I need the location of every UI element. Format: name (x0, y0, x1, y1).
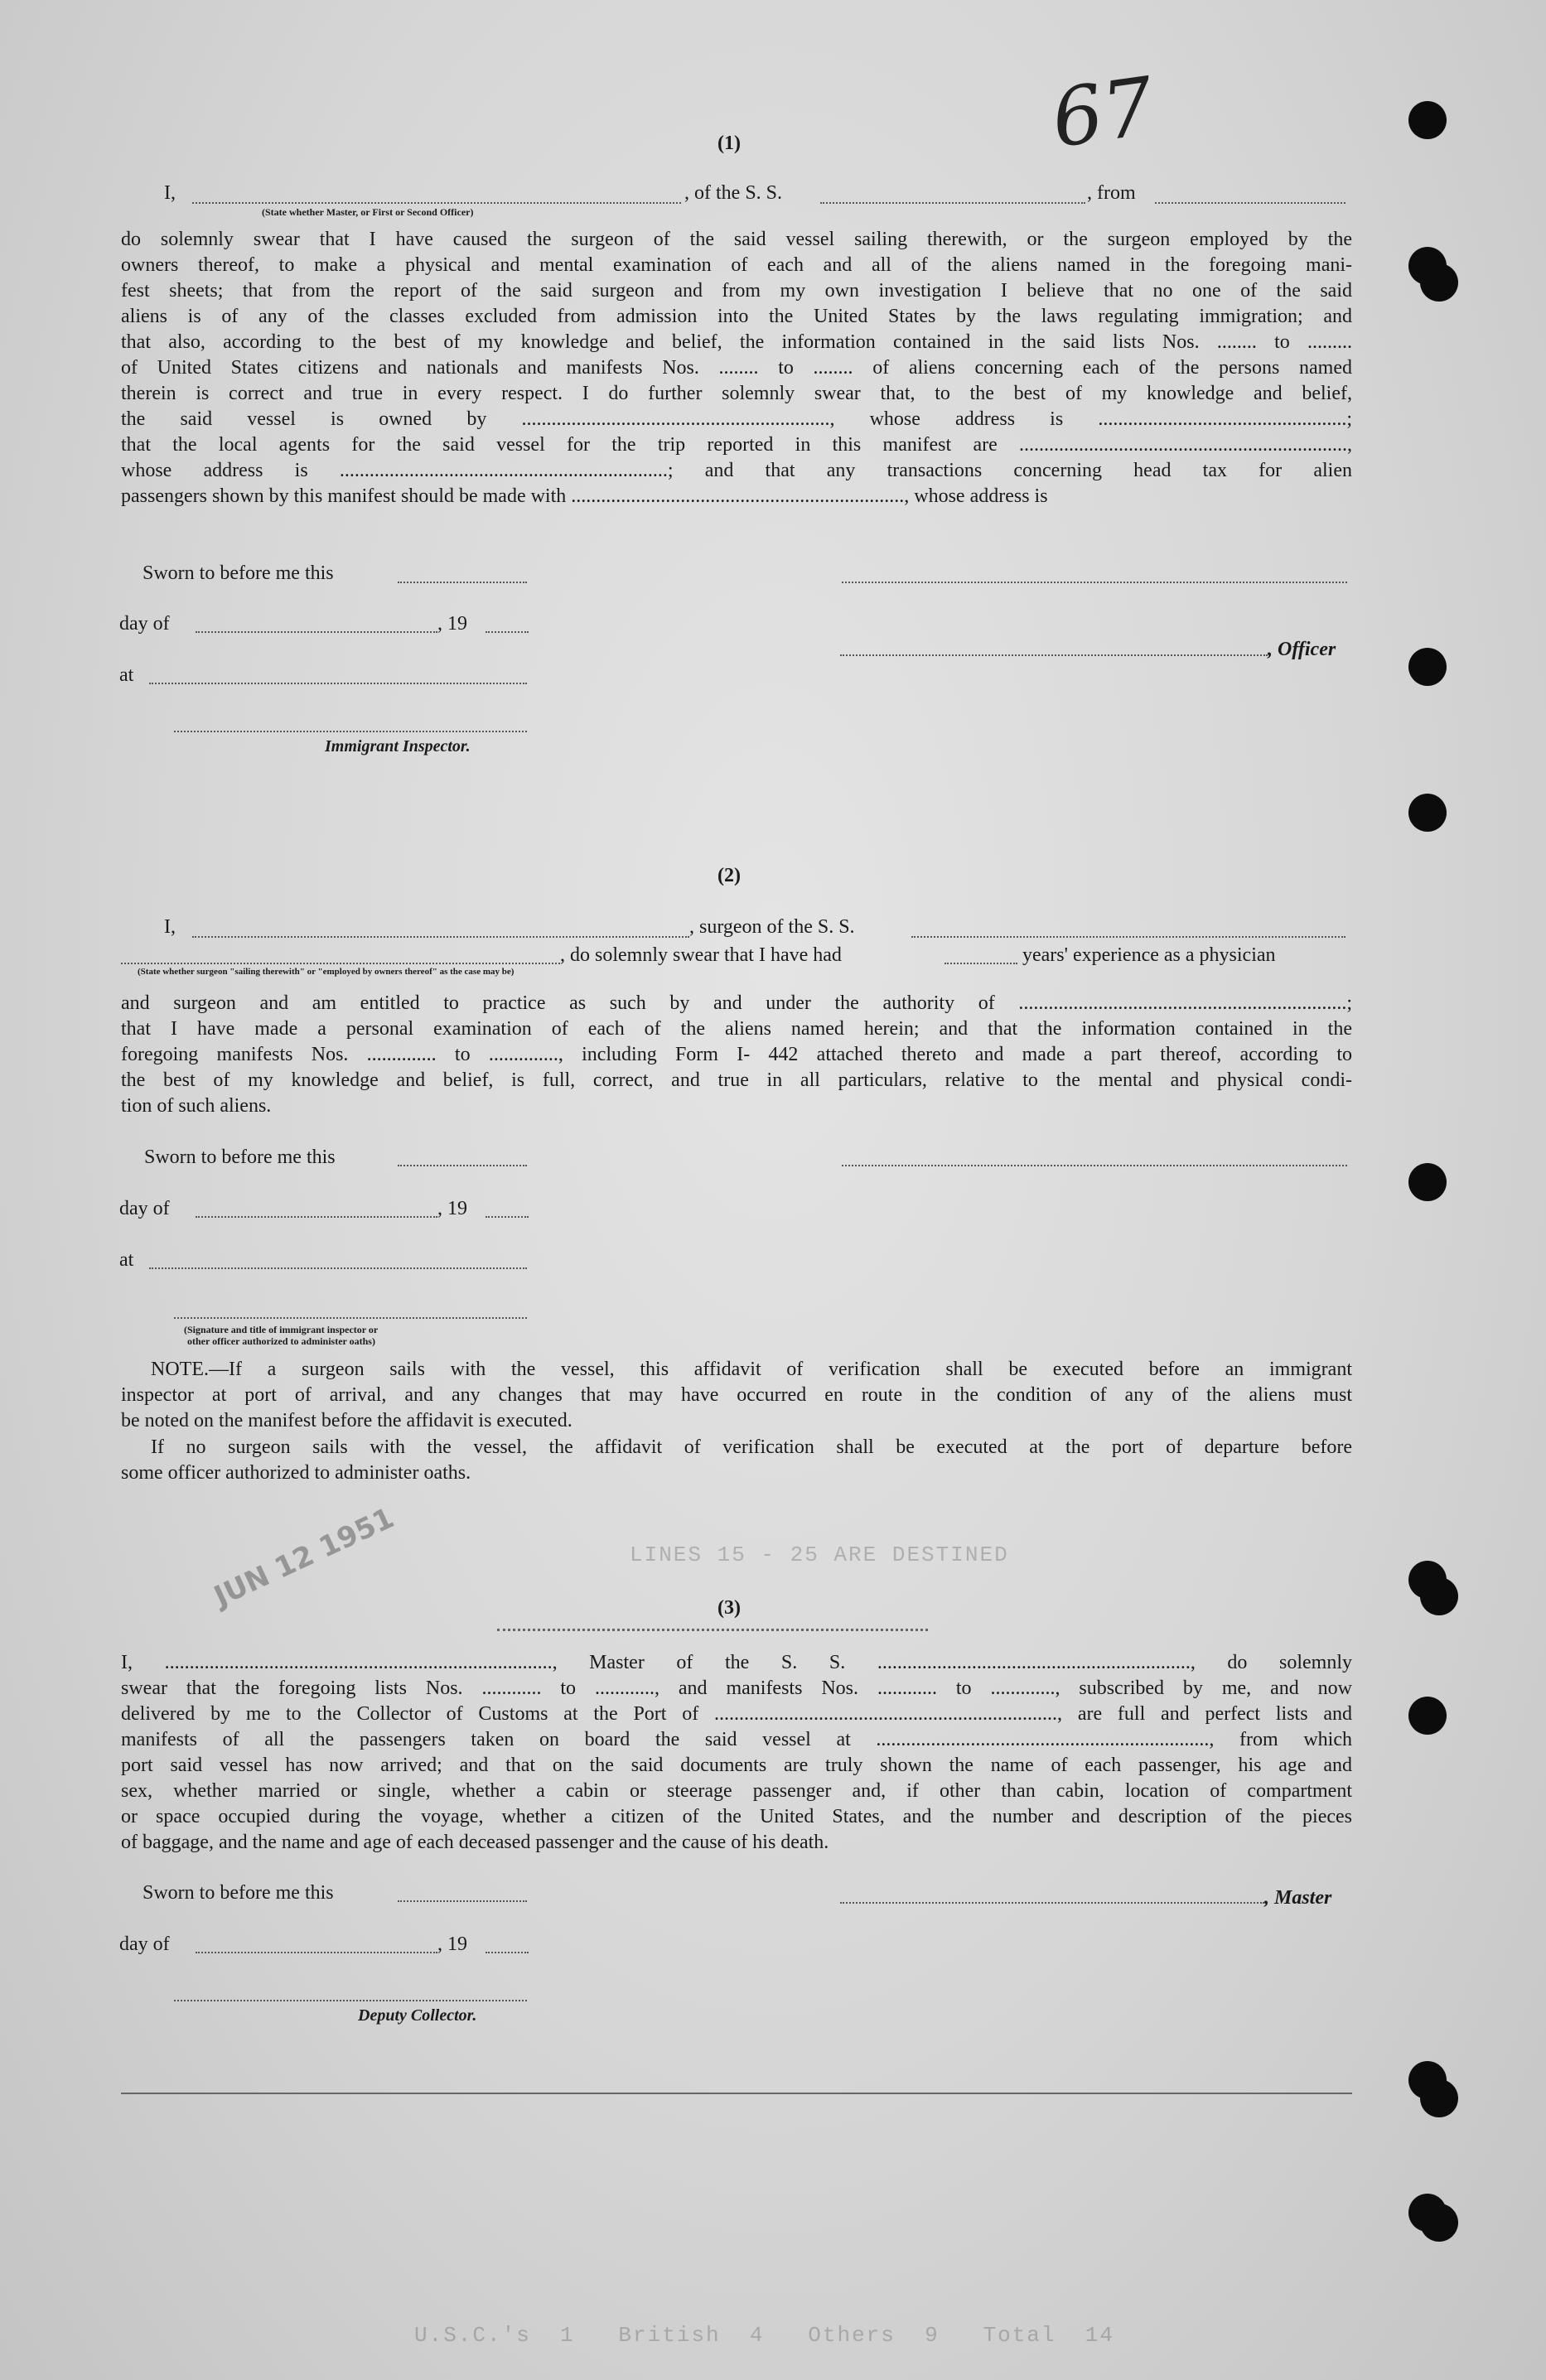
section1-body-line: that also, according to the best of my knowledge and belief, the information contained in the said lists Nos. ........ to ......... (121, 331, 1352, 353)
section1-at-line (149, 683, 527, 684)
section3-day-line (196, 1952, 437, 1953)
section2-right-line (842, 1165, 1347, 1166)
section1-body-line: therein is correct and true in every respect. I do further solemnly swear that, to the best of my knowledge and belief, (121, 383, 1352, 404)
section2-surgeon-type-line (121, 963, 560, 964)
section3-year: , 19 (437, 1933, 467, 1955)
section1-body-line: of United States citizens and nationals and manifests Nos. ........ to ........ of aliens concerning each of the persons named (121, 357, 1352, 379)
section1-at: at (119, 664, 134, 686)
section2-body-line: that I have made a personal examination of each of the aliens named herein; and that the information contained in the (121, 1018, 1352, 1040)
section1-body (121, 227, 1352, 509)
section2-note-line: NOTE.—If a surgeon sails with the vessel, this affidavit of verification shall be executed before an immigrant (151, 1359, 1352, 1380)
section3-body-line: swear that the foregoing lists Nos. ............ to ............, and manifests Nos. ............ to ............., subscribed by me, and now (121, 1678, 1352, 1699)
section3-body-line: of baggage, and the name and age of each deceased passenger and the cause of his death. (121, 1832, 829, 1853)
section2-body-line: the best of my knowledge and belief, is full, correct, and true in all particulars, relative to the mental and physical condi- (121, 1069, 1352, 1091)
section2-note2-line: some officer authorized to administer oaths. (121, 1462, 471, 1484)
section1-body-line: aliens is of any of the classes excluded from admission into the United States by the laws regulating immigration; and (121, 306, 1352, 327)
section3-body-line: delivered by me to the Collector of Customs at the Port of ....................................................................., are full and perfect lists and (121, 1703, 1352, 1725)
section2-sworn: Sworn to before me this (144, 1147, 336, 1168)
punch-hole (1420, 2204, 1458, 2242)
section3-deputy-collector: Deputy Collector. (358, 2006, 477, 2025)
section3-year-line (486, 1952, 529, 1953)
section1-i: I, (164, 182, 176, 204)
bleed-through-mid: LINES 15 - 25 ARE DESTINED (630, 1542, 1009, 1567)
section1-officer-sign-line (842, 582, 1347, 583)
date-stamp: JUN 12 1951 (209, 1501, 399, 1614)
section1-from-line (1155, 202, 1346, 204)
section3-body-line: or space occupied during the voyage, whether a citizen of the United States, and the number and description of the pieces (121, 1806, 1352, 1827)
section2-note (121, 1357, 1352, 1434)
section3-sworn: Sworn to before me this (143, 1882, 334, 1904)
bleed-through-footer: U.S.C.'s 1 British 4 Others 9 Total 14 (414, 2323, 1114, 2348)
punch-hole (1408, 1697, 1447, 1735)
section1-from: , from (1087, 182, 1136, 204)
punch-hole (1408, 1163, 1447, 1201)
section3-number-dots (497, 1629, 928, 1631)
section2-day-line (196, 1216, 437, 1218)
section1-sworn-line (398, 582, 527, 583)
section2-caption-surgeon: (State whether surgeon "sailing therewith" or "employed by owners thereof" as the case may be) (138, 967, 515, 977)
section1-year-line (486, 631, 529, 633)
section2-note-line: be noted on the manifest before the affidavit is executed. (121, 1410, 573, 1431)
section1-body-line: whose address is ..................................................................; and that any transactions concerning head tax for alien (121, 460, 1352, 481)
section1-officer-line (840, 654, 1268, 656)
section3-body-line: I, .............................................................................., Master of the S. S. ..............................................................., do solemnly (121, 1652, 1352, 1673)
section1-year: , 19 (437, 613, 467, 635)
section2-year-line (486, 1216, 529, 1218)
section3-master-line (840, 1902, 1264, 1904)
section2-signature-line (174, 1317, 527, 1319)
punch-hole (1408, 648, 1447, 686)
section3-collector-line (174, 2000, 527, 2001)
section2-caption-signature-2: other officer authorized to administer oaths) (187, 1335, 375, 1347)
section1-body-line: owners thereof, to make a physical and mental examination of each and all of the aliens named in the foregoing mani- (121, 254, 1352, 276)
section1-day-of: day of (119, 613, 170, 635)
section1-immigrant-inspector: Immigrant Inspector. (325, 737, 471, 756)
section1-sworn: Sworn to before me this (143, 562, 334, 584)
section1-caption-master: (State whether Master, or First or Second Officer) (262, 206, 474, 218)
bottom-rule (121, 2093, 1352, 2094)
section2-year: , 19 (437, 1198, 467, 1219)
section2-vessel-line (911, 936, 1346, 938)
section1-body-line: do solemnly swear that I have caused the surgeon of the said vessel sailing therewith, or the surgeon employed by the (121, 229, 1352, 250)
section2-at-line (149, 1267, 527, 1269)
section2-i: I, (164, 916, 176, 938)
punch-hole (1420, 263, 1458, 302)
section1-officer: , Officer (1268, 639, 1336, 660)
section1-day-line (196, 631, 437, 633)
section2-body-line: tion of such aliens. (121, 1095, 272, 1117)
section2-at: at (119, 1249, 134, 1271)
punch-hole (1420, 2079, 1458, 2117)
section2-years-line (945, 963, 1017, 964)
section3-number: (3) (717, 1597, 741, 1619)
section1-body-line: the said vessel is owned by .............................................................., whose address is ..................................................; (121, 408, 1352, 430)
section1-body-line: that the local agents for the said vessel for the trip reported in this manifest are .................................................................., (121, 434, 1352, 456)
punch-hole (1420, 1577, 1458, 1615)
section3-body-line: manifests of all the passengers taken on board the said vessel at ..................................................................., from which (121, 1729, 1352, 1750)
section2-number: (2) (717, 865, 741, 886)
section2-body (121, 991, 1352, 1119)
section1-vessel-line (820, 202, 1085, 204)
handwritten-page-number: 67 (1046, 60, 1160, 166)
section2-surgeon-of-ss: , surgeon of the S. S. (689, 916, 855, 938)
section1-inspector-line (174, 731, 527, 732)
section2-surgeon-name-line (192, 936, 689, 938)
section3-body (121, 1650, 1352, 1856)
section3-sworn-line (398, 1900, 527, 1902)
section2-solemnly: , do solemnly swear that I have had (560, 944, 842, 966)
section2-note2 (121, 1435, 1352, 1486)
section2-note2-line: If no surgeon sails with the vessel, the affidavit of verification shall be executed at the port of departure before (151, 1436, 1352, 1458)
section2-day-of: day of (119, 1198, 170, 1219)
section1-body-line: passengers shown by this manifest should be made with ..................................................................., whose address is (121, 485, 1048, 507)
section2-note-line: inspector at port of arrival, and any changes that may have occurred en route in the condition of any of the aliens must (121, 1384, 1352, 1406)
punch-hole (1408, 794, 1447, 832)
section1-number: (1) (717, 133, 741, 154)
section2-body-line: foregoing manifests Nos. .............. to .............., including Form I- 442 attached thereto and made a part thereof, according to (121, 1044, 1352, 1065)
section1-of-ss: , of the S. S. (684, 182, 783, 204)
section2-body-line: and surgeon and am entitled to practice as such by and under the authority of ..................................................................; (121, 992, 1352, 1014)
section2-years-experience: years' experience as a physician (1022, 944, 1276, 966)
section1-body-line: fest sheets; that from the report of the said surgeon and from my own investigation I believe that no one of the said (121, 280, 1352, 302)
section3-master: , Master (1264, 1887, 1332, 1909)
punch-hole (1408, 101, 1447, 139)
section3-body-line: sex, whether married or single, whether a cabin or steerage passenger and, if other than cabin, location of compartment (121, 1780, 1352, 1802)
section1-master-line (192, 202, 681, 204)
section3-body-line: port said vessel has now arrived; and that on the said documents are truly shown the name of each passenger, his age and (121, 1755, 1352, 1776)
section3-day-of: day of (119, 1933, 170, 1955)
section2-caption-signature-1: (Signature and title of immigrant inspector or (184, 1324, 379, 1335)
section2-sworn-line (398, 1165, 527, 1166)
